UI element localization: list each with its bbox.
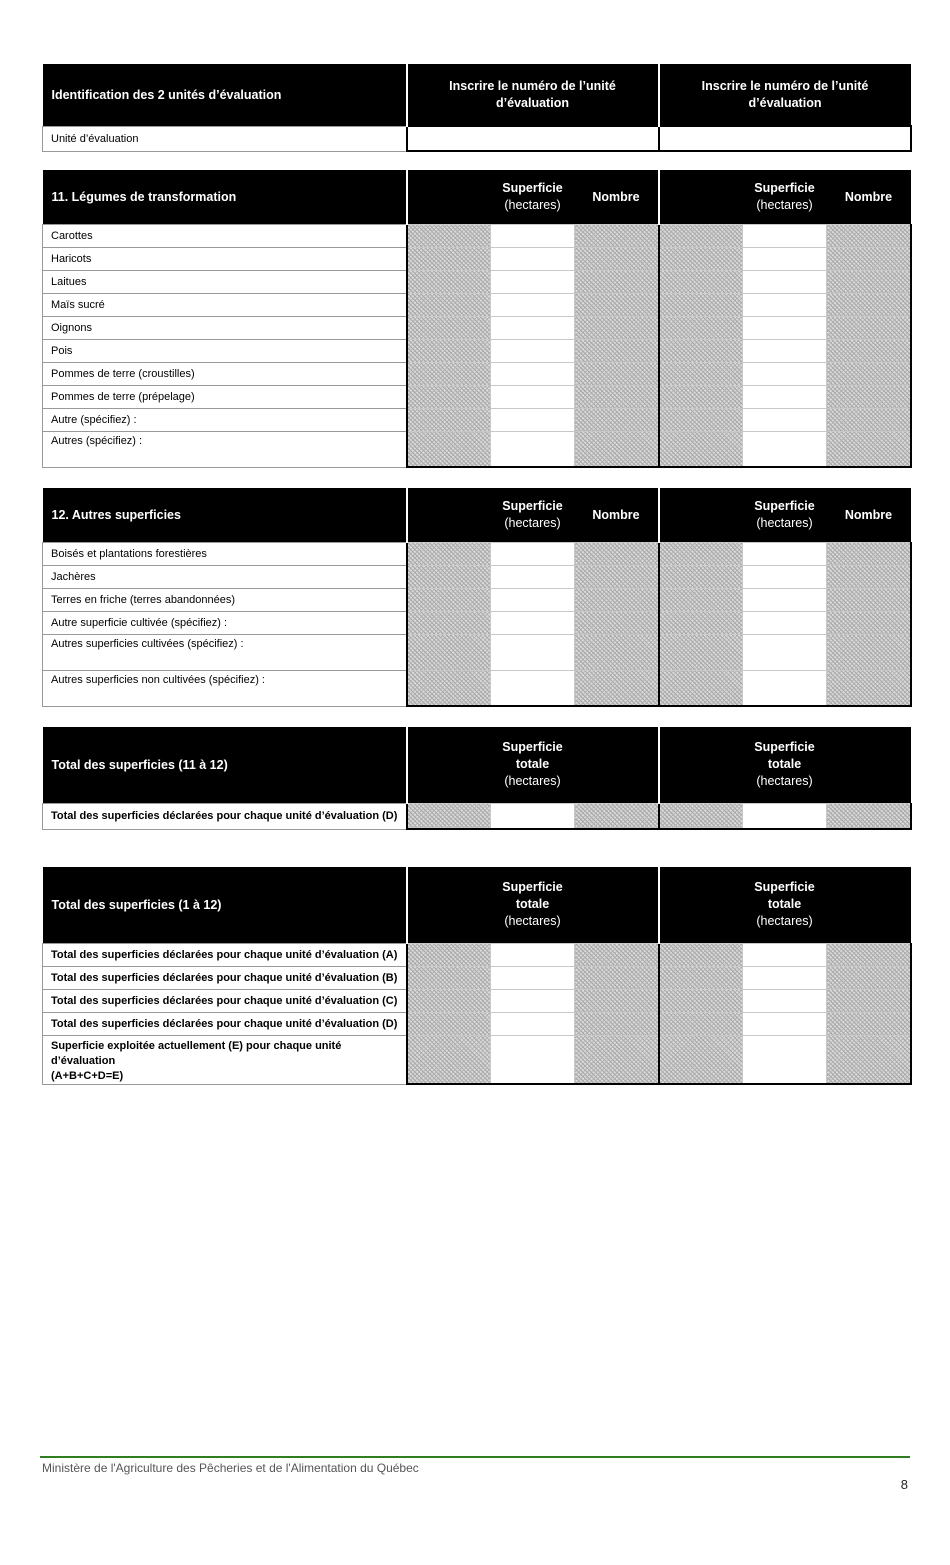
superficie-input[interactable] <box>743 565 827 588</box>
superficie-input[interactable] <box>743 542 827 565</box>
superficie-input[interactable] <box>743 670 827 706</box>
superficie-totale-input[interactable] <box>491 1035 575 1084</box>
nombre-header: Nombre <box>827 488 911 542</box>
superficie-header: Superficie <box>754 740 815 755</box>
total-1-12-title: Total des superficies (1 à 12) <box>43 867 407 943</box>
table-row-label: Boisés et plantations forestières <box>43 542 407 565</box>
superficie-totale-input[interactable] <box>743 1035 827 1084</box>
table-row-label: Laitues <box>43 270 407 293</box>
table-row-label: Pois <box>43 339 407 362</box>
superficie-totale-input[interactable] <box>743 966 827 989</box>
totale-header: totale <box>767 757 802 772</box>
superficie-input[interactable] <box>491 588 575 611</box>
superficie-input[interactable] <box>491 634 575 670</box>
hectares-header: (hectares) <box>756 515 813 530</box>
superficie-input[interactable] <box>743 270 827 293</box>
hectares-header: (hectares) <box>504 197 561 212</box>
table-row-label: Autre (spécifiez) : <box>43 408 407 431</box>
superficie-input[interactable] <box>491 431 575 467</box>
superficie-totale-input[interactable] <box>491 989 575 1012</box>
superficie-input[interactable] <box>743 224 827 247</box>
hectares-header: (hectares) <box>756 197 813 212</box>
hectares-header: (hectares) <box>504 515 561 530</box>
superficie-totale-input[interactable] <box>743 803 827 829</box>
unit-label: Unité d’évaluation <box>43 126 407 151</box>
superficie-totale-input[interactable] <box>491 1012 575 1035</box>
superficie-header: Superficie <box>502 880 563 895</box>
table-row-label: Maïs sucré <box>43 293 407 316</box>
table-row-label: Oignons <box>43 316 407 339</box>
totale-header: totale <box>767 897 802 912</box>
total-11-12-table <box>42 727 912 830</box>
superficie-exploitee-text: Superficie exploitée actuellement (E) pour chaque unité d’évaluation <box>51 1039 342 1067</box>
table-row-label: Pommes de terre (prépelage) <box>43 385 407 408</box>
table-row-label: Carottes <box>43 224 407 247</box>
table-row-label: Total des superficies déclarées pour chaque unité d’évaluation (D) <box>43 803 407 829</box>
hectares-header: (hectares) <box>756 774 813 789</box>
table-row-label: Autres (spécifiez) : <box>43 431 407 467</box>
superficie-input[interactable] <box>743 247 827 270</box>
superficie-exploitee-label <box>43 1035 407 1084</box>
superficie-totale-input[interactable] <box>743 1012 827 1035</box>
table-row-label: Jachères <box>43 565 407 588</box>
superficie-input[interactable] <box>491 339 575 362</box>
table-row-label: Total des superficies déclarées pour chaque unité d’évaluation (D) <box>43 1012 407 1035</box>
legumes-table <box>42 170 912 468</box>
superficie-input[interactable] <box>743 385 827 408</box>
hectares-header: (hectares) <box>756 914 813 929</box>
superficie-input[interactable] <box>491 385 575 408</box>
superficie-input[interactable] <box>743 588 827 611</box>
autres-title: 12. Autres superficies <box>43 488 407 542</box>
table-row-label: Terres en friche (terres abandonnées) <box>43 588 407 611</box>
table-row-label: Autres superficies non cultivées (spécifiez) : <box>43 670 407 706</box>
superficie-header: Superficie <box>502 180 563 195</box>
superficie-input[interactable] <box>743 316 827 339</box>
superficie-header: Superficie <box>502 740 563 755</box>
table-row-label: Pommes de terre (croustilles) <box>43 362 407 385</box>
superficie-input[interactable] <box>491 670 575 706</box>
nombre-header: Nombre <box>575 170 659 224</box>
superficie-header: Superficie <box>754 180 815 195</box>
superficie-input[interactable] <box>491 611 575 634</box>
footer-ministry: Ministère de l'Agriculture des Pêcheries et de l'Alimentation du Québec <box>42 1461 419 1475</box>
superficie-input[interactable] <box>743 634 827 670</box>
superficie-input[interactable] <box>491 224 575 247</box>
superficie-header: Superficie <box>754 498 815 513</box>
superficie-header: Superficie <box>502 498 563 513</box>
superficie-input[interactable] <box>491 408 575 431</box>
formula-text: (A+B+C+D=E) <box>51 1069 124 1082</box>
superficie-input[interactable] <box>491 316 575 339</box>
superficie-input[interactable] <box>743 431 827 467</box>
unit-number-input-2[interactable] <box>659 126 911 151</box>
autres-superficies-table <box>42 488 912 707</box>
superficie-header: Superficie <box>754 880 815 895</box>
superficie-input[interactable] <box>491 270 575 293</box>
identification-title: Identification des 2 unités d’évaluation <box>43 64 407 126</box>
superficie-totale-input[interactable] <box>491 966 575 989</box>
superficie-input[interactable] <box>743 408 827 431</box>
superficie-input[interactable] <box>491 565 575 588</box>
superficie-input[interactable] <box>491 293 575 316</box>
unit-number-header-2: Inscrire le numéro de l’unité d’évaluation <box>659 64 911 126</box>
identification-table <box>42 64 912 152</box>
total-11-12-title: Total des superficies (11 à 12) <box>43 727 407 803</box>
superficie-input[interactable] <box>491 362 575 385</box>
totale-header: totale <box>515 897 550 912</box>
total-1-12-table <box>42 867 912 1085</box>
superficie-totale-input[interactable] <box>743 943 827 966</box>
table-row-label: Total des superficies déclarées pour chaque unité d’évaluation (B) <box>43 966 407 989</box>
superficie-input[interactable] <box>491 542 575 565</box>
superficie-input[interactable] <box>743 362 827 385</box>
nombre-header: Nombre <box>827 170 911 224</box>
page-number: 8 <box>900 1477 908 1492</box>
superficie-input[interactable] <box>491 247 575 270</box>
superficie-input[interactable] <box>743 611 827 634</box>
hectares-header: (hectares) <box>504 914 561 929</box>
hectares-header: (hectares) <box>504 774 561 789</box>
table-row-label: Autres superficies cultivées (spécifiez) : <box>43 634 407 670</box>
table-row-label: Total des superficies déclarées pour chaque unité d’évaluation (A) <box>43 943 407 966</box>
superficie-input[interactable] <box>743 293 827 316</box>
legumes-title: 11. Légumes de transformation <box>43 170 407 224</box>
superficie-input[interactable] <box>743 339 827 362</box>
unit-number-input-1[interactable] <box>407 126 659 151</box>
table-row-label: Autre superficie cultivée (spécifiez) : <box>43 611 407 634</box>
table-row-label: Haricots <box>43 247 407 270</box>
superficie-totale-input[interactable] <box>743 989 827 1012</box>
totale-header: totale <box>515 757 550 772</box>
superficie-totale-input[interactable] <box>491 943 575 966</box>
nombre-header: Nombre <box>575 488 659 542</box>
unit-number-header-1: Inscrire le numéro de l’unité d’évaluation <box>407 64 659 126</box>
superficie-totale-input[interactable] <box>491 803 575 829</box>
table-row-label: Total des superficies déclarées pour chaque unité d’évaluation (C) <box>43 989 407 1012</box>
footer-divider <box>40 1456 910 1458</box>
